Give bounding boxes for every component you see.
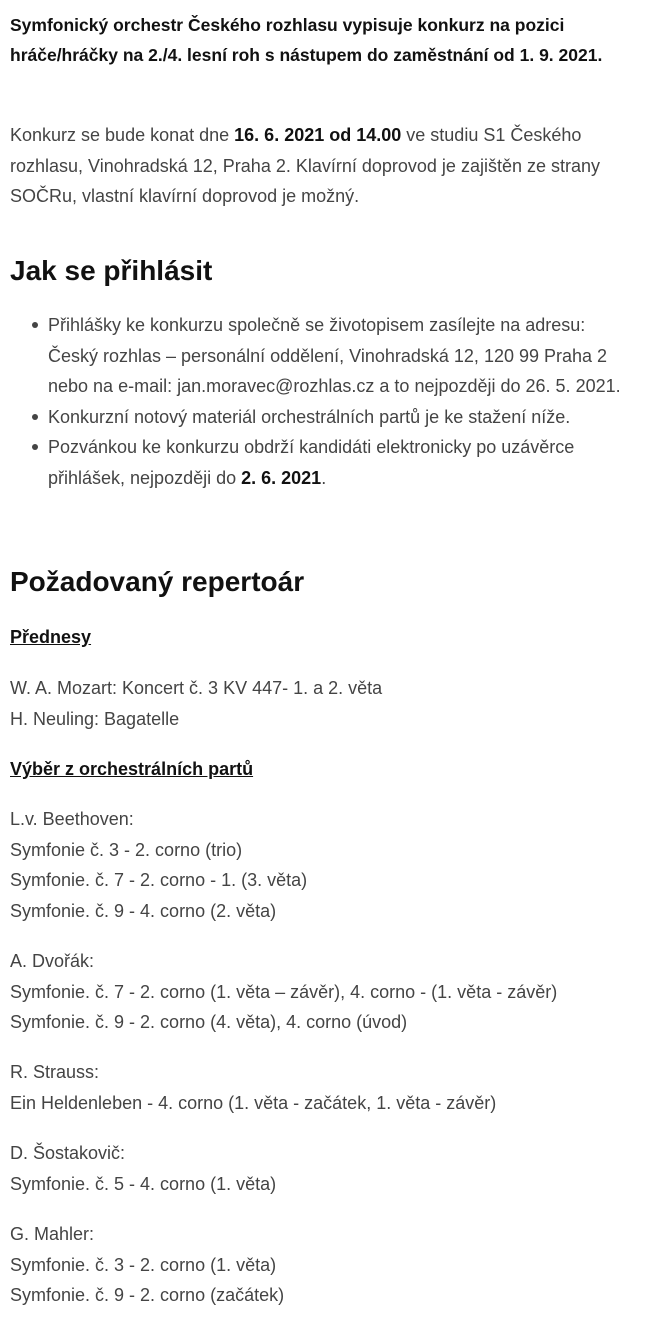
list-item xyxy=(48,402,640,433)
composer-block-beethoven xyxy=(10,804,650,926)
list-item-text-after: . xyxy=(321,467,327,488)
orchestral-subheading: Výběr z orchestrálních partů xyxy=(10,759,254,779)
apply-heading: Jak se přihlásit xyxy=(10,255,213,286)
recital-subheading: Přednesy xyxy=(10,627,92,647)
repertoire-heading: Požadovaný repertoár xyxy=(10,566,305,597)
recital-line: W. A. Mozart: Koncert č. 3 KV 447- 1. a 2. věta xyxy=(10,678,383,698)
apply-list xyxy=(26,310,640,493)
work-line: Symfonie. č. 9 - 2. corno (začátek) xyxy=(10,1285,285,1305)
work-line: Symfonie. č. 9 - 2. corno (4. věta), 4. corno (úvod) xyxy=(10,1012,408,1032)
list-item xyxy=(48,310,640,402)
composer-name: G. Mahler: xyxy=(10,1224,95,1244)
list-item xyxy=(48,432,640,493)
composer-block-strauss xyxy=(10,1057,650,1118)
composer-block-mahler xyxy=(10,1219,650,1311)
list-item-text: Přihlášky ke konkurzu společně se životopisem zasílejte na adresu: Český rozhlas – personální oddělení, Vinohradská 12, 120 99 Praha 2 nebo na e-mail: jan.moravec@rozhlas.cz a to nejpozději do 26. 5. 2021. xyxy=(48,315,621,396)
intro-paragraph xyxy=(10,120,640,212)
work-line: Symfonie. č. 3 - 2. corno (1. věta) xyxy=(10,1254,277,1275)
audition-date: 16. 6. 2021 od 14.00 xyxy=(234,125,402,145)
intro-text-part1: Konkurz se bude konat dne xyxy=(10,125,235,145)
work-line: Symfonie. č. 9 - 4. corno (2. věta) xyxy=(10,900,277,921)
list-item-text: Konkurzní notový materiál orchestrálních partů je ke stažení níže. xyxy=(48,406,571,427)
intro-text-part2: ve studiu S1 Českého rozhlasu, Vinohradská 12, Praha 2. Klavírní doprovod je zajištěn ze strany SOČRu, vlastní klavírní doprovod je možný. xyxy=(10,125,601,206)
work-line: Ein Heldenleben - 4. corno (1. věta - začátek, 1. věta - závěr) xyxy=(10,1092,497,1113)
recital-line: H. Neuling: Bagatelle xyxy=(10,708,180,729)
work-line: Symfonie. č. 7 - 2. corno - 1. (3. věta) xyxy=(10,870,308,890)
intro-announcement: Symfonický orchestr Českého rozhlasu vypisuje konkurz na pozici hráče/hráčky na 2./4. lesní roh s nástupem do zaměstnání od 1. 9. 2021. xyxy=(10,15,603,65)
work-line: Symfonie. č. 5 - 4. corno (1. věta) xyxy=(10,1173,277,1194)
composer-name: D. Šostakovič: xyxy=(10,1143,126,1163)
work-line: Symfonie. č. 7 - 2. corno (1. věta – závěr), 4. corno - (1. věta - závěr) xyxy=(10,981,558,1002)
composer-name: R. Strauss: xyxy=(10,1062,100,1082)
composer-name: L.v. Beethoven: xyxy=(10,809,134,829)
work-line: Symfonie č. 3 - 2. corno (trio) xyxy=(10,839,243,860)
composer-block-shostakovich xyxy=(10,1138,650,1199)
composer-block-dvorak xyxy=(10,946,650,1038)
invitation-deadline: 2. 6. 2021 xyxy=(241,467,322,488)
list-item-text-before: Pozvánkou ke konkurzu obdrží kandidáti elektronicky po uzávěrce přihlášek, nejpozději do xyxy=(48,437,575,488)
recital-list xyxy=(10,673,650,734)
composer-name: A. Dvořák: xyxy=(10,951,95,971)
